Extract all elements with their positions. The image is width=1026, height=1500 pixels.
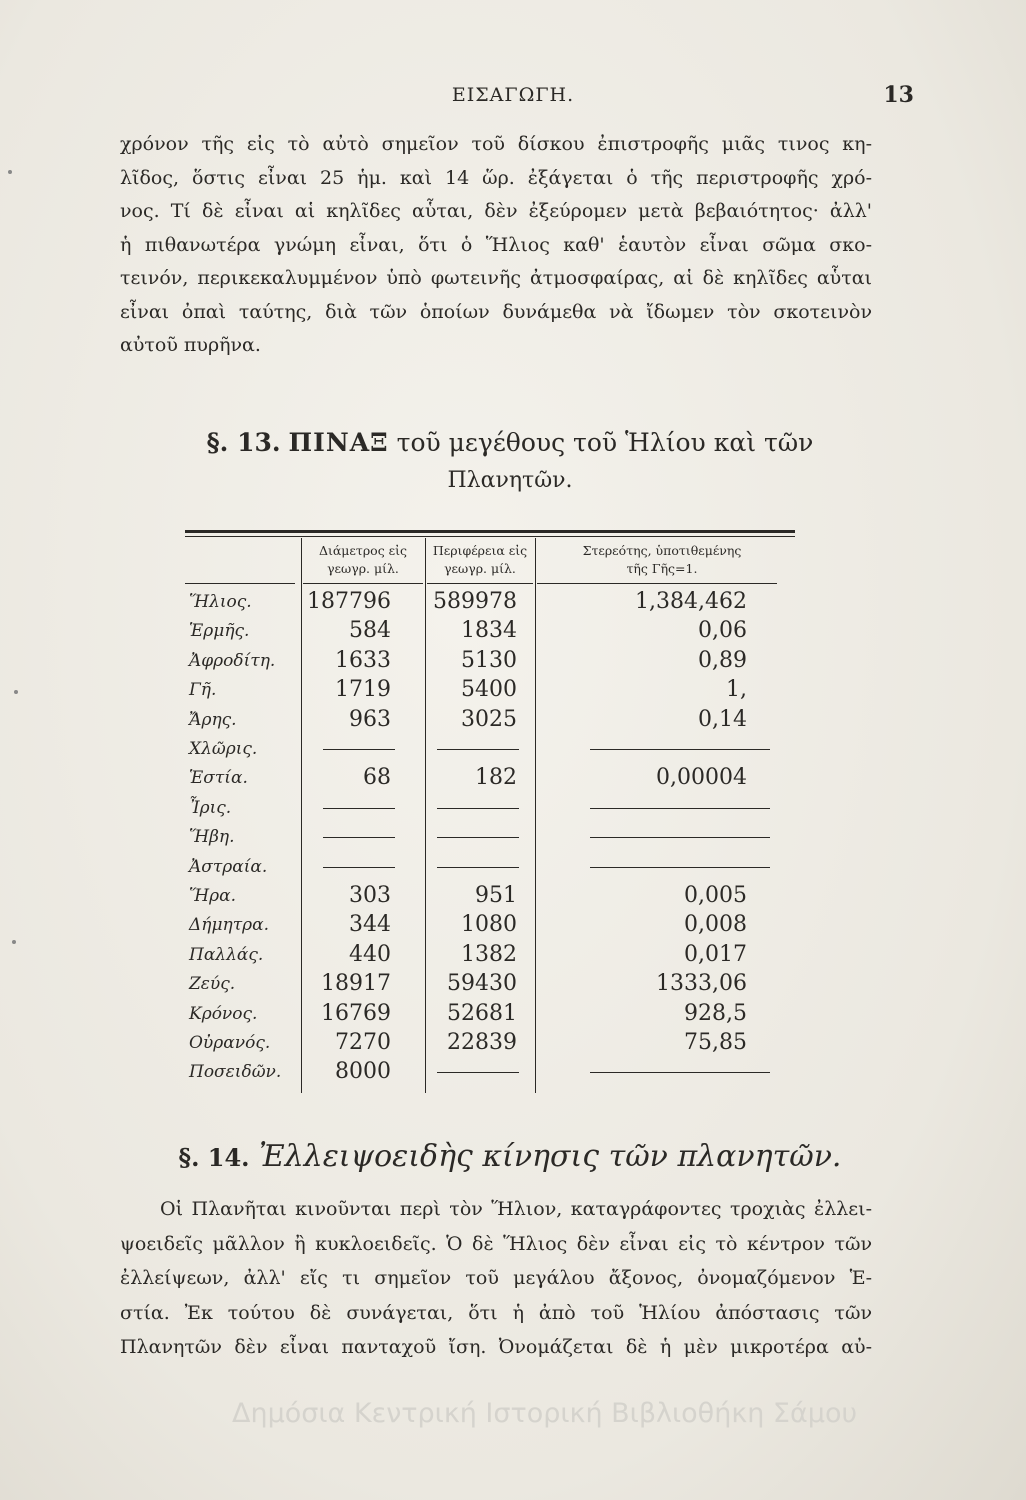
empty-dash (590, 1072, 770, 1073)
circumference-value: 589978 (433, 589, 517, 614)
planet-name: Ἥρα. (189, 886, 236, 906)
diameter-value: 68 (363, 765, 391, 791)
empty-dash (437, 749, 519, 750)
planet-name: Κρόνος. (189, 1003, 258, 1024)
table-row (185, 943, 795, 967)
header-line: γεωγρ. μίλ. (327, 561, 399, 576)
solidity-value: 1333,06 (656, 971, 747, 997)
header-line: Περιφέρεια εἰς (432, 543, 528, 558)
table-row (185, 708, 795, 732)
circumference-value: 3025 (461, 706, 517, 732)
paragraph-line: ἡ πιθανωτέρα γνώμη εἶναι, ὅτι ὁ Ἥλιος καθ' ἑαυτὸν εἶναι σῶμα σκο- (120, 233, 872, 256)
solidity-value: 0,06 (698, 618, 747, 644)
planet-name: Ἄρης. (189, 709, 237, 730)
planet-name: Παλλάς. (189, 944, 264, 965)
circumference-value: 1382 (461, 941, 517, 967)
empty-dash (590, 867, 770, 868)
section-title-rest: τοῦ μεγέθους τοῦ Ἡλίου καὶ τῶν (396, 428, 814, 457)
solidity-value: 0,017 (684, 941, 747, 967)
planet-name: Ἀφροδίτη. (189, 650, 276, 671)
diameter-value: 187796 (307, 589, 391, 614)
circumference-value: 59430 (447, 971, 517, 997)
planet-name: Δήμητρα. (189, 915, 269, 936)
section-13-heading (140, 424, 880, 500)
solidity-value: 928,5 (684, 1000, 747, 1026)
planet-size-table (185, 530, 795, 1100)
table-row (185, 1060, 795, 1084)
planet-name: Ζεύς. (189, 974, 236, 995)
section-title: Ἐλλειψοειδὴς κίνησις τῶν πλανητῶν. (259, 1139, 842, 1174)
header-circumference (427, 542, 533, 578)
planet-name: Ἥβη. (189, 827, 235, 848)
diameter-value: 440 (349, 941, 391, 967)
header-line: Στερεότης, ὑποτιθεμένης (582, 543, 742, 558)
paragraph-line: αὐτοῦ πυρῆνα. (120, 334, 261, 356)
table-row (185, 1002, 795, 1026)
header-underline (303, 583, 423, 584)
empty-dash (323, 837, 395, 838)
diameter-value: 584 (349, 618, 391, 644)
diameter-value: 1633 (335, 647, 391, 673)
paragraph-line: τεινόν, περικεκαλυμμένον ὑπὸ φωτεινῆς ἀτμοσφαίρας, αἱ δὲ κηλῖδες αὗται (120, 267, 872, 289)
planet-name: Γῆ. (189, 680, 217, 701)
running-head (0, 82, 1026, 112)
empty-dash (323, 749, 395, 750)
empty-dash (590, 808, 770, 809)
planet-name: Ἀστραία. (189, 856, 268, 877)
planet-name: Ἑρμῆς. (189, 621, 250, 642)
table-row (185, 972, 795, 996)
closing-paragraph (120, 1192, 872, 1365)
diameter-value: 7270 (335, 1030, 391, 1055)
header-underline (427, 583, 533, 584)
planet-name: Ποσειδῶν. (189, 1062, 282, 1083)
empty-dash (437, 808, 519, 809)
paragraph-line: νος. Τί δὲ εἶναι αἱ κηλῖδες αὗται, δὲν ἐξεύρομεν μετὰ βεβαιότητος· ἀλλ' (120, 200, 872, 222)
table-row (185, 737, 795, 761)
diameter-value: 344 (349, 912, 391, 938)
table-row (185, 796, 795, 820)
circumference-value: 951 (475, 883, 517, 908)
paragraph-line: ψοειδεῖς μᾶλλον ἢ κυκλοειδεῖς. Ὁ δὲ Ἥλιος δὲν εἶναι εἰς τὸ κέντρον τῶν (120, 1232, 872, 1255)
empty-dash (437, 867, 519, 868)
table-row (185, 590, 795, 614)
empty-dash (590, 749, 770, 750)
paragraph-line: στία. Ἐκ τούτου δὲ συνάγεται, ὅτι ἡ ἀπὸ τοῦ Ἡλίου ἀπόστασις τῶν (120, 1301, 872, 1324)
circumference-value: 5130 (461, 647, 517, 673)
planet-name: Χλῶρις. (189, 739, 258, 759)
diameter-value: 303 (349, 883, 391, 908)
planet-name: Ἥλιος. (189, 592, 252, 612)
section-title-bold: ΠΙΝΑΞ (288, 428, 389, 457)
paragraph-line: εἶναι ὀπαὶ ταύτης, διὰ τῶν ὁποίων δυνάμεθα νὰ ἴδωμεν τὸν σκοτεινὸν (120, 300, 872, 323)
solidity-value: 0,89 (698, 647, 747, 673)
empty-dash (590, 837, 770, 838)
table-row (185, 913, 795, 937)
header-line: Διάμετρος εἰς (318, 543, 408, 558)
solidity-value: 0,008 (684, 912, 747, 938)
diameter-value: 8000 (335, 1059, 391, 1085)
paragraph-line: ἐλλείψεων, ἀλλ' εἴς τι σημεῖον τοῦ μεγάλου ἄξονος, ὀνομαζόμενον Ἑ- (120, 1267, 872, 1289)
margin-speck (12, 940, 16, 944)
section-13-heading-line-2: Πλανητῶν. (447, 468, 573, 493)
solidity-value: 0,00004 (656, 765, 747, 791)
running-title: ΕΙΣΑΓΩΓΗ. (451, 84, 575, 106)
diameter-value: 18917 (321, 971, 391, 997)
section-13-heading-line-1 (140, 424, 880, 462)
planet-name: Ἶρις. (189, 797, 232, 818)
empty-dash (437, 837, 519, 838)
paragraph-line: χρόνον τῆς εἰς τὸ αὐτὸ σημεῖον τοῦ δίσκου ἐπιστροφῆς μιᾶς τινος κη- (120, 133, 872, 155)
header-diameter (303, 542, 423, 578)
paragraph-line: λῖδος, ὅστις εἶναι 25 ἡμ. καὶ 14 ὥρ. ἐξάγεται ὁ τῆς περιστροφῆς χρό- (120, 166, 872, 189)
solidity-value: 0,14 (698, 706, 747, 732)
diameter-value: 963 (349, 706, 391, 732)
library-watermark: Δημόσια Κεντρική Ιστορική Βιβλιοθήκη Σάμου (232, 1398, 858, 1429)
empty-dash (323, 867, 395, 868)
margin-speck (8, 170, 12, 174)
header-solidity (537, 542, 787, 578)
circumference-value: 5400 (461, 677, 517, 703)
circumference-value: 52681 (447, 1000, 517, 1026)
planet-name: Ἑστία. (189, 768, 248, 789)
intro-paragraph (120, 128, 872, 363)
header-line: τῆς Γῆς=1. (626, 561, 698, 576)
circumference-value: 182 (475, 765, 517, 791)
table-row (185, 678, 795, 702)
planet-name: Οὐρανός. (189, 1033, 271, 1053)
paragraph-line: Οἱ Πλανῆται κινοῦνται περὶ τὸν Ἥλιον, καταγράφοντες τροχιὰς ἐλλει- (160, 1198, 872, 1220)
section-number: §. 13. (206, 428, 281, 457)
section-number: §. 14. (178, 1143, 250, 1172)
header-underline (537, 583, 777, 584)
page-number: 13 (883, 82, 914, 108)
solidity-value: 1,384,462 (635, 589, 747, 614)
table-rule-top-thin (185, 536, 795, 537)
empty-dash (437, 1072, 519, 1073)
table-row (185, 855, 795, 879)
header-underline (185, 583, 295, 584)
empty-dash (323, 808, 395, 809)
circumference-value: 1080 (461, 912, 517, 938)
table-row (185, 766, 795, 790)
paragraph-line: Πλανητῶν δὲν εἶναι πανταχοῦ ἴση. Ὀνομάζεται δὲ ἡ μὲν μικροτέρα αὐ- (120, 1336, 872, 1358)
section-14-heading (130, 1138, 890, 1177)
solidity-value: 75,85 (684, 1030, 747, 1055)
table-row (185, 1031, 795, 1055)
table-row (185, 649, 795, 673)
diameter-value: 16769 (321, 1000, 391, 1026)
diameter-value: 1719 (335, 677, 391, 703)
table-row (185, 619, 795, 643)
circumference-value: 1834 (461, 618, 517, 644)
solidity-value: 0,005 (684, 883, 747, 908)
margin-speck (14, 690, 18, 694)
table-row (185, 825, 795, 849)
table-rule-top (185, 530, 795, 533)
table-row (185, 884, 795, 908)
circumference-value: 22839 (447, 1030, 517, 1055)
solidity-value: 1, (726, 677, 747, 703)
header-line: γεωγρ. μίλ. (444, 561, 516, 576)
